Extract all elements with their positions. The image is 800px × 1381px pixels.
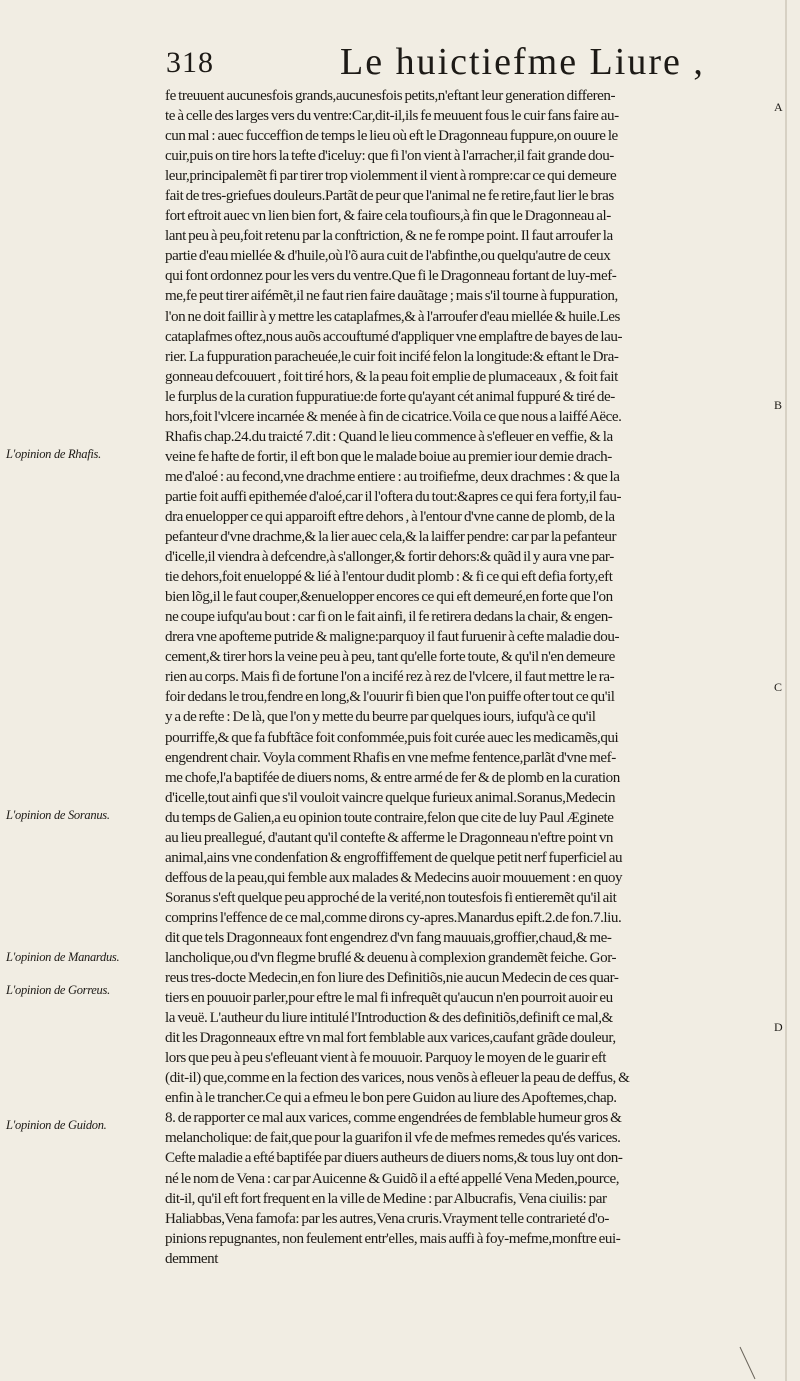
text-line: fait de tres-griefues douleurs.Partãt de peur que l'animal ne fe retire,faut lier le bras bbox=[165, 188, 614, 205]
text-line: deffous de la peau,qui femble aux malades & Medecins auoir mouuement : en quoy bbox=[165, 869, 623, 886]
page-edge-rule bbox=[785, 0, 787, 1381]
text-line: Haliabbas,Vena famofa: par les autres,Vena cruris.Vrayment telle contrarieté d'o- bbox=[165, 1210, 609, 1227]
body-text bbox=[165, 86, 765, 1269]
text-line: dit que tels Dragonneaux font engendrez d'vn fang mauuais,groffier,chaud,& me- bbox=[165, 929, 612, 946]
text-line: au lieu preallegué, d'autant qu'il contefte & afferme le Dragonneau n'eftre point vn bbox=[165, 829, 614, 846]
text-line: lors que peu à peu s'efleuant vient à fe mouuoir. Parquoy le moyen de le guarir eft bbox=[165, 1050, 607, 1067]
text-line: lant peu à peu,foit retenu par la conftriction, & ne fe rompe point. Il faut arroufer la bbox=[165, 228, 613, 245]
text-line: Cefte maladie a efté baptifée par diuers autheurs de diuers noms,& tous luy ont don- bbox=[165, 1150, 623, 1167]
margin-note-manardus: L'opinion de Manardus. bbox=[6, 950, 120, 964]
text-line: leur,principalemẽt fi par tirer trop violemment il vient à rompre:car ce qui demeure bbox=[165, 168, 617, 185]
page-corner-mark bbox=[735, 1345, 795, 1381]
text-line: comprins l'effence de ce mal,comme dirons cy-apres.Manardus epift.2.de fon.7.liu. bbox=[165, 909, 622, 926]
margin-letter-a: A bbox=[774, 100, 783, 114]
page-number: 318 bbox=[166, 46, 214, 79]
text-line: cement,& tirer hors la veine peu à peu, tant qu'elle forte toute, & qu'il n'en demeure bbox=[165, 649, 615, 666]
text-line: demment bbox=[165, 1250, 219, 1267]
text-line: me chofe,l'a baptifée de diuers noms, & entre armé de fer & de plomb en la curation bbox=[165, 769, 620, 786]
text-line: 8. de rapporter ce mal aux varices, comme engendrées de femblable humeur gros & bbox=[165, 1110, 622, 1127]
margin-letter-b: B bbox=[774, 398, 783, 412]
text-line: pefanteur d'vne drachme,& la lier auec cela,& la laiffer pendre: car par la pefanteur bbox=[165, 529, 617, 546]
text-line: ne coupe iufqu'au bout : car fi on le fait ainfi, il fe retirera dedans la chair, & engen- bbox=[165, 609, 613, 626]
text-line: animal,ains vne condenfation & engroffiffement de quelque petit nerf fuperficiel au bbox=[165, 849, 623, 866]
margin-letter-c: C bbox=[774, 680, 783, 694]
text-line: le furplus de la curation fuppuratiue:de forte qu'ayant cét animal fuppuré & tiré de- bbox=[165, 388, 615, 405]
running-title: Le huictiefme Liure , bbox=[340, 41, 705, 83]
text-line: qui font ordonnez pour les vers du ventre.Que fi le Dragonneau fortant de luy-mef- bbox=[165, 268, 617, 285]
margin-note-guidon: L'opinion de Guidon. bbox=[6, 1118, 107, 1132]
text-line: partie foit auffi epithemée d'aloé,car il l'oftera du tout:&apres ce qui fera forty,il fau- bbox=[165, 488, 622, 505]
text-line: partie d'eau miellée & d'huile,où l'õ aura cuit de l'abfinthe,ou quelqu'autre de ceux bbox=[165, 248, 611, 265]
text-line: dra enuelopper ce qui apparoift eftre dehors , à l'entour d'vne canne de plomb, de la bbox=[165, 508, 615, 525]
text-line: foir dedans le trou,fendre en long,& l'ouurir fi bien que l'on puiffe ofter tout ce qu'il bbox=[165, 689, 615, 706]
text-line: lancholique,ou d'vn flegme bruflé & deuenu à complexion grandemẽt feiche. Gor- bbox=[165, 950, 617, 967]
margin-note-gorreus: L'opinion de Gorreus. bbox=[6, 983, 110, 997]
text-line: Soranus s'eft quelque peu approché de la verité,non toutesfois fi entieremẽt qu'il ait bbox=[165, 889, 617, 906]
text-line: d'icelle,tout ainfi que s'il vouloit vaincre quelque furieux animal.Soranus,Medecin bbox=[165, 789, 616, 806]
margin-letter-d: D bbox=[774, 1020, 783, 1034]
text-line: du temps de Galien,a eu opinion toute contraire,felon que cite de luy Paul Æginete bbox=[165, 809, 614, 826]
text-line: cun mal : auec fucceffion de temps le lieu où eft le Dragonneau fuppure,on ouure le bbox=[165, 128, 618, 145]
text-line: Rhafis chap.24.du traicté 7.dit : Quand le lieu commence à s'efleuer en veffie, & la bbox=[165, 428, 613, 445]
text-line: y a de refte : De là, que l'on y mette du beurre par quelques iours, iufqu'à ce qu'il bbox=[165, 709, 596, 726]
text-line: engendrent chair. Voyla comment Rhafis en vne mefme fentence,parlãt d'vne mef- bbox=[165, 749, 616, 766]
text-line: cataplafmes oftez,nous auõs accouftumé d'appliquer vne emplaftre de bayes de lau- bbox=[165, 328, 623, 345]
margin-note-soranus: L'opinion de Soranus. bbox=[6, 808, 110, 822]
text-line: fort eftroit auec vn lien bien fort, & faire cela toufiours,à fin que le Dragonneau al- bbox=[165, 208, 611, 225]
text-line: rien au corps. Mais fi de fortune l'on a incifé rez à rez de l'vlcere, il faut mettre le ra- bbox=[165, 669, 615, 686]
text-line: me,fe peut tirer aifémẽt,il ne faut rien faire dauãtage ; mais s'il tourne à fuppuration, bbox=[165, 288, 618, 305]
text-line: cuir,puis on tire hors la tefte d'iceluy: que fi l'on vient à l'arracher,il fait grande dou- bbox=[165, 148, 614, 165]
text-line: tiers en pouuoir parler,pour eftre le mal fi infrequẽt qu'aucun n'en pourroit auoir eu bbox=[165, 990, 613, 1007]
margin-note-rhasis: L'opinion de Rhafis. bbox=[6, 447, 101, 461]
text-line: dit-il, qu'il eft fort frequent en la ville de Medine : par Albucrafis, Vena ciuilis: par bbox=[165, 1190, 607, 1207]
text-line: gonneau defcouuert , foit tiré hors, & la peau foit emplie de plumaceaux , & foit fait bbox=[165, 368, 618, 385]
text-line: l'on ne doit faillir à y mettre les cataplafmes,& à l'arroufer d'eau miellée & huile.Les bbox=[165, 308, 620, 325]
text-line: (dit-il) que,comme en la fection des varices, nous venõs à efleuer la peau de deffus, & bbox=[165, 1070, 630, 1087]
text-line: dit les Dragonneaux eftre vn mal fort femblable aux varices,caufant grãde douleur, bbox=[165, 1030, 616, 1047]
page-header bbox=[160, 40, 705, 90]
text-line: fe treuuent aucunesfois grands,aucunesfois petits,n'eftant leur generation differen- bbox=[165, 88, 616, 104]
text-line: la veuë. L'autheur du liure intitulé l'Introduction & des definitiõs,definift ce mal,& bbox=[165, 1010, 613, 1027]
text-line: melancholique: de fait,que pour la guarifon il vfe de mefmes remedes qu'és varices. bbox=[165, 1130, 621, 1147]
text-line: né le nom de Vena : car par Auicenne & Guidõ il a efté appellé Vena Meden,pource, bbox=[165, 1170, 620, 1187]
text-line: pourriffe,& que fa fubftãce foit confommée,puis foit curée auec les medicamẽs,qui bbox=[165, 729, 619, 746]
text-line: pinions repugnantes, non feulement entr'elles, mais auffi à foy-mefme,monftre eui- bbox=[165, 1230, 621, 1247]
text-line: rier. La fuppuration paracheuée,le cuir foit incifé felon la longitude:& eftant le Dra- bbox=[165, 348, 619, 365]
text-line: me d'aloé : au fecond,vne drachme entiere : au troifiefme, deux drachmes : & que la bbox=[165, 468, 620, 485]
text-line: tie dehors,foit enueloppé & lié à l'entour dudit plomb : & fi ce qui eft defia forty,eft bbox=[165, 569, 613, 586]
text-line: bien lõg,il le faut couper,&enuelopper encores ce qui eft demeuré,en forte que l'on bbox=[165, 589, 613, 606]
text-line: d'icelle,il viendra à defcendre,à s'allonger,& fortir dehors:& quãd il y aura vne par- bbox=[165, 549, 614, 566]
text-line: enfin à le trancher.Ce qui a efmeu le bon pere Guidon au liure des Apoftemes,chap. bbox=[165, 1090, 617, 1107]
text-line: drera vne apofteme putride & maligne:parquoy il faut furuenir à cefte maladie dou- bbox=[165, 629, 620, 646]
text-line: reus tres-docte Medecin,en fon liure des Definitiõs,nie aucun Medecin de ces quar- bbox=[165, 970, 619, 987]
text-line: te à celle des larges vers du ventre:Car,dit-il,ils fe meuuent fous le cuir fans faire au- bbox=[165, 108, 619, 125]
text-line: hors,foit l'vlcere incarnée & menée à fin de cicatrice.Voila ce que nous a laiffé Aëce. bbox=[165, 408, 622, 425]
text-line: veine fe hafte de fortir, il eft bon que le malade boiue au premier iour demie drach- bbox=[165, 448, 612, 465]
